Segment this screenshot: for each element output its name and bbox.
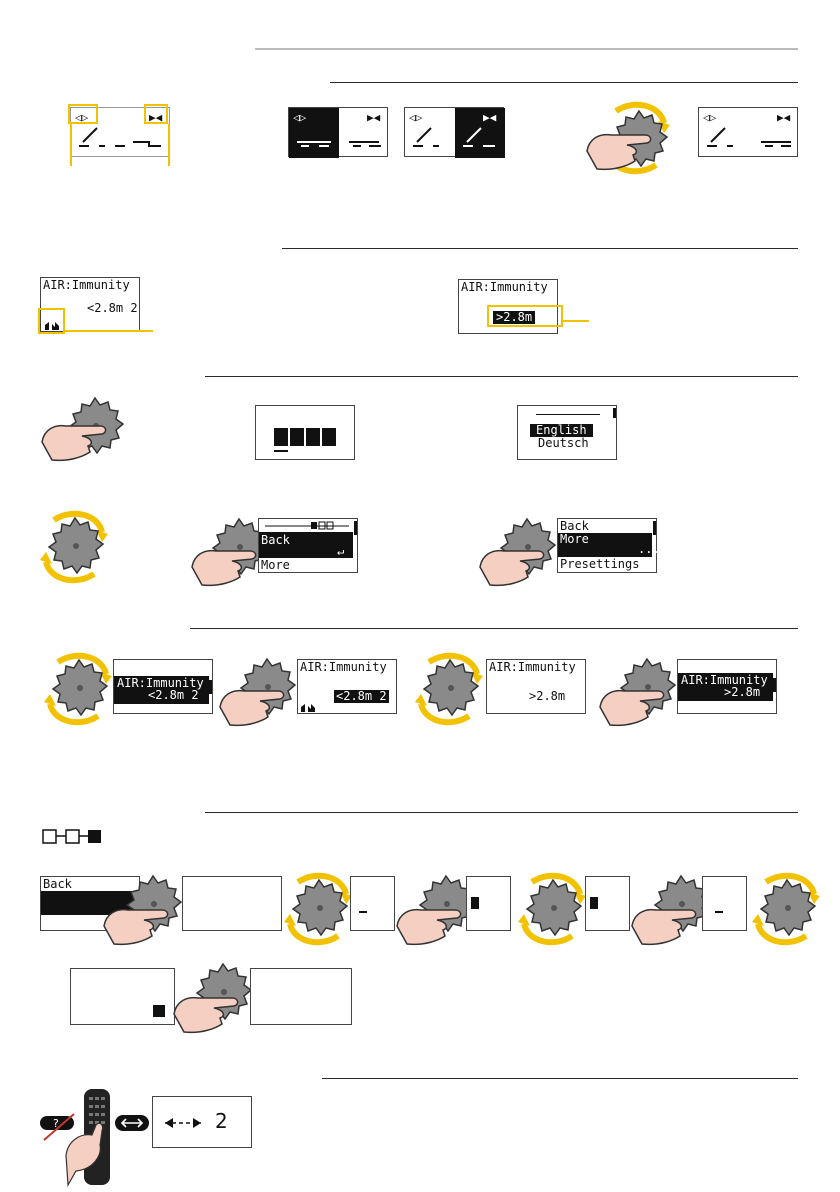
digit-display-2 [466,876,511,931]
menu-item-back[interactable]: Back [43,877,72,891]
highlight-line [65,330,153,332]
svg-text:◁▷: ◁▷ [293,111,307,124]
digit-display-1 [350,876,395,931]
knob-press-icon[interactable] [102,872,184,944]
svg-text:▶◀: ▶◀ [367,111,381,124]
remote-control-icon[interactable] [62,1085,120,1189]
svg-text:◁▷: ◁▷ [703,111,717,124]
switch-display-3 [404,107,504,157]
air-display-4 [297,659,397,714]
display-value: >2.8m [493,311,535,324]
switch-display-2 [288,107,388,157]
code-squares-icon [42,829,106,845]
knob-rotate-icon[interactable] [38,508,114,584]
section-rule-2 [282,248,798,249]
knob-press-icon[interactable] [395,872,477,944]
knob-rotate-press-icon[interactable] [580,95,690,175]
code-entry-display [255,405,355,460]
knob-press-icon[interactable] [218,655,298,725]
language-deutsch: Deutsch [538,436,589,450]
display-value: >2.8m [724,685,761,699]
switch-display-4 [698,107,798,157]
highlight-right-icon [144,104,168,124]
remote-result-display [152,1096,252,1148]
remote-value: 2 [215,1109,228,1133]
knob-rotate-icon[interactable] [750,870,826,946]
svg-text:▶◀: ▶◀ [483,111,497,124]
digit-display-4 [702,876,747,931]
highlight-line [168,124,170,166]
svg-text:▶◀: ▶◀ [149,111,163,124]
air-display-3 [113,659,213,714]
highlight-signal [38,308,65,334]
section-rule-top [255,48,798,50]
blank-display-2 [250,968,352,1025]
highlight-line [563,320,589,322]
menu-item-back[interactable]: Back [261,533,290,547]
menu-item-back[interactable]: Back [560,519,589,533]
section-rule-4 [190,628,798,629]
digit-display-3 [585,876,630,931]
knob-press-icon[interactable] [40,392,130,462]
knob-press-icon[interactable] [478,515,558,585]
svg-text:?: ? [53,1117,59,1130]
menu-item-more[interactable]: More [560,532,589,546]
language-display [517,405,617,460]
svg-text:◁▷: ◁▷ [409,111,423,124]
highlight-line [70,124,72,166]
section-rule-1 [330,82,798,83]
signal-icon [301,702,319,712]
knob-press-icon[interactable] [172,960,254,1032]
highlight-left-icon [68,104,98,124]
knob-press-icon[interactable] [598,655,678,725]
display-title: AIR:Immunity [300,660,387,674]
code-confirm-display [70,968,175,1025]
display-value: <2.8m 2 [87,301,138,315]
display-title: AIR:Immunity [489,660,576,674]
knob-rotate-icon[interactable] [413,650,489,726]
air-display-6 [677,659,777,714]
menu-dots: ... [638,542,660,556]
remote-zoom-button-icon [114,1114,150,1132]
section-rule-6 [322,1078,798,1079]
knob-press-icon[interactable] [630,872,712,944]
menu-item-presettings[interactable]: Presettings [560,557,640,571]
knob-rotate-icon[interactable] [42,650,118,726]
knob-rotate-icon[interactable] [516,870,592,946]
menu-item-more[interactable]: More [261,558,290,572]
display-title: AIR:Immunity [681,673,768,687]
display-title: AIR:Immunity [43,278,130,292]
display-value: <2.8m 2 [148,688,199,702]
language-english: English [530,424,593,437]
section-rule-5 [205,812,798,813]
enter-arrow-icon: ↵ [337,544,345,558]
display-value: <2.8m 2 [336,689,387,703]
blank-display [182,876,282,931]
display-title: AIR:Immunity [461,280,548,294]
menu-display-back [258,518,358,573]
svg-text:▶◀: ▶◀ [777,111,791,124]
section-rule-3 [205,376,798,377]
svg-text:◁▷: ◁▷ [75,111,89,124]
highlight-value [487,305,563,327]
menu-display-more [557,518,660,573]
display-value: >2.8m [529,689,566,703]
air-display-5 [486,659,586,714]
display-title: AIR:Immunity [117,676,204,690]
knob-rotate-icon[interactable] [282,870,358,946]
